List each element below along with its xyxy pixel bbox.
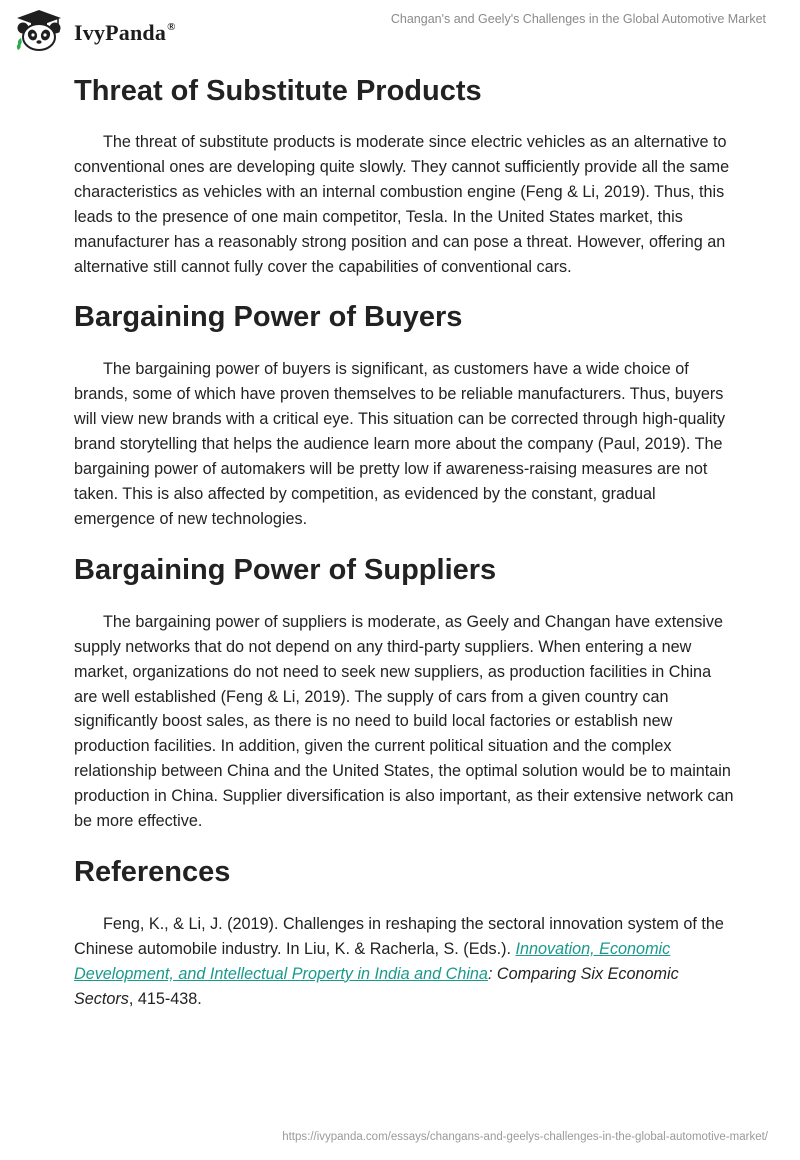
- section-paragraph-suppliers: The bargaining power of suppliers is moderate, as Geely and Changan have extensive supply networks that do not depend on any third-party suppliers. When entering a new market, organizations do not need to seek new suppliers, as production facilities in China are well established (Feng & Li, 2019). The supply of cars from a given country can significantly boost sales, as there is no need to build local factories or establish new production facilities. In addition, given the current political situation and the complex relationship between China and the United States, the optimal solution would be to maintain production in China. Supplier diversification is also important, as their extensive network can be more effective.: [74, 612, 734, 831]
- section-heading-buyers: Bargaining Power of Buyers: [74, 301, 463, 334]
- article-body: [74, 70, 734, 1012]
- page-footer-url[interactable]: https://ivypanda.com/essays/changans-and-geelys-challenges-in-the-global-automotive-market/: [282, 1131, 768, 1143]
- reference-text: Feng, K., & Li, J. (2019). Challenges in reshaping the sectoral innovation system of the Chinese automobile industry. In Liu, K. & Racherla, S. (Eds.).: [74, 914, 724, 958]
- reference-subtitle: : Comparing Six Economic Sectors: [74, 964, 679, 1008]
- section-paragraph-substitute-products: The threat of substitute products is moderate since electric vehicles as an alternative to conventional ones are developing quite slowly. They cannot sufficiently provide all the same characteristics as vehicles with an internal combustion engine (Feng & Li, 2019). Thus, this leads to the presence of one main competitor, Tesla. In the United States market, this manufacturer has a reasonably strong position and can pose a threat. However, offering an alternative still cannot fully cover the capabilities of conventional cars.: [74, 133, 730, 276]
- reference-pages: , 415-438.: [128, 989, 202, 1008]
- references-heading: References: [74, 855, 231, 888]
- reference-item: [74, 912, 734, 1012]
- page-header: [0, 0, 800, 60]
- section-heading-substitute-products: Threat of Substitute Products: [74, 75, 482, 107]
- document-title: Changan's and Geely's Challenges in the Global Automotive Market: [390, 12, 766, 26]
- section-paragraph-buyers: The bargaining power of buyers is significant, as customers have a wide choice of brands, some of which have proven themselves to be reliable manufacturers. Thus, buyers will view new brands with a critical eye. This situation can be corrected through high-quality brand storytelling that helps the audience learn more about the company (Paul, 2019). The bargaining power of automakers will be pretty low if awareness-raising measures are not taken. This is also affected by competition, as evidenced by the constant, gradual emergence of new technologies.: [74, 360, 726, 528]
- reference-book-link[interactable]: Innovation, Economic Development, and Intellectual Property in India and China: [74, 939, 671, 983]
- section-heading-suppliers: Bargaining Power of Suppliers: [74, 553, 497, 586]
- panda-logo-icon[interactable]: [14, 8, 64, 52]
- registered-mark: ®: [167, 21, 176, 33]
- brand-name[interactable]: [74, 20, 176, 46]
- brand-name-text: IvyPanda: [74, 20, 167, 45]
